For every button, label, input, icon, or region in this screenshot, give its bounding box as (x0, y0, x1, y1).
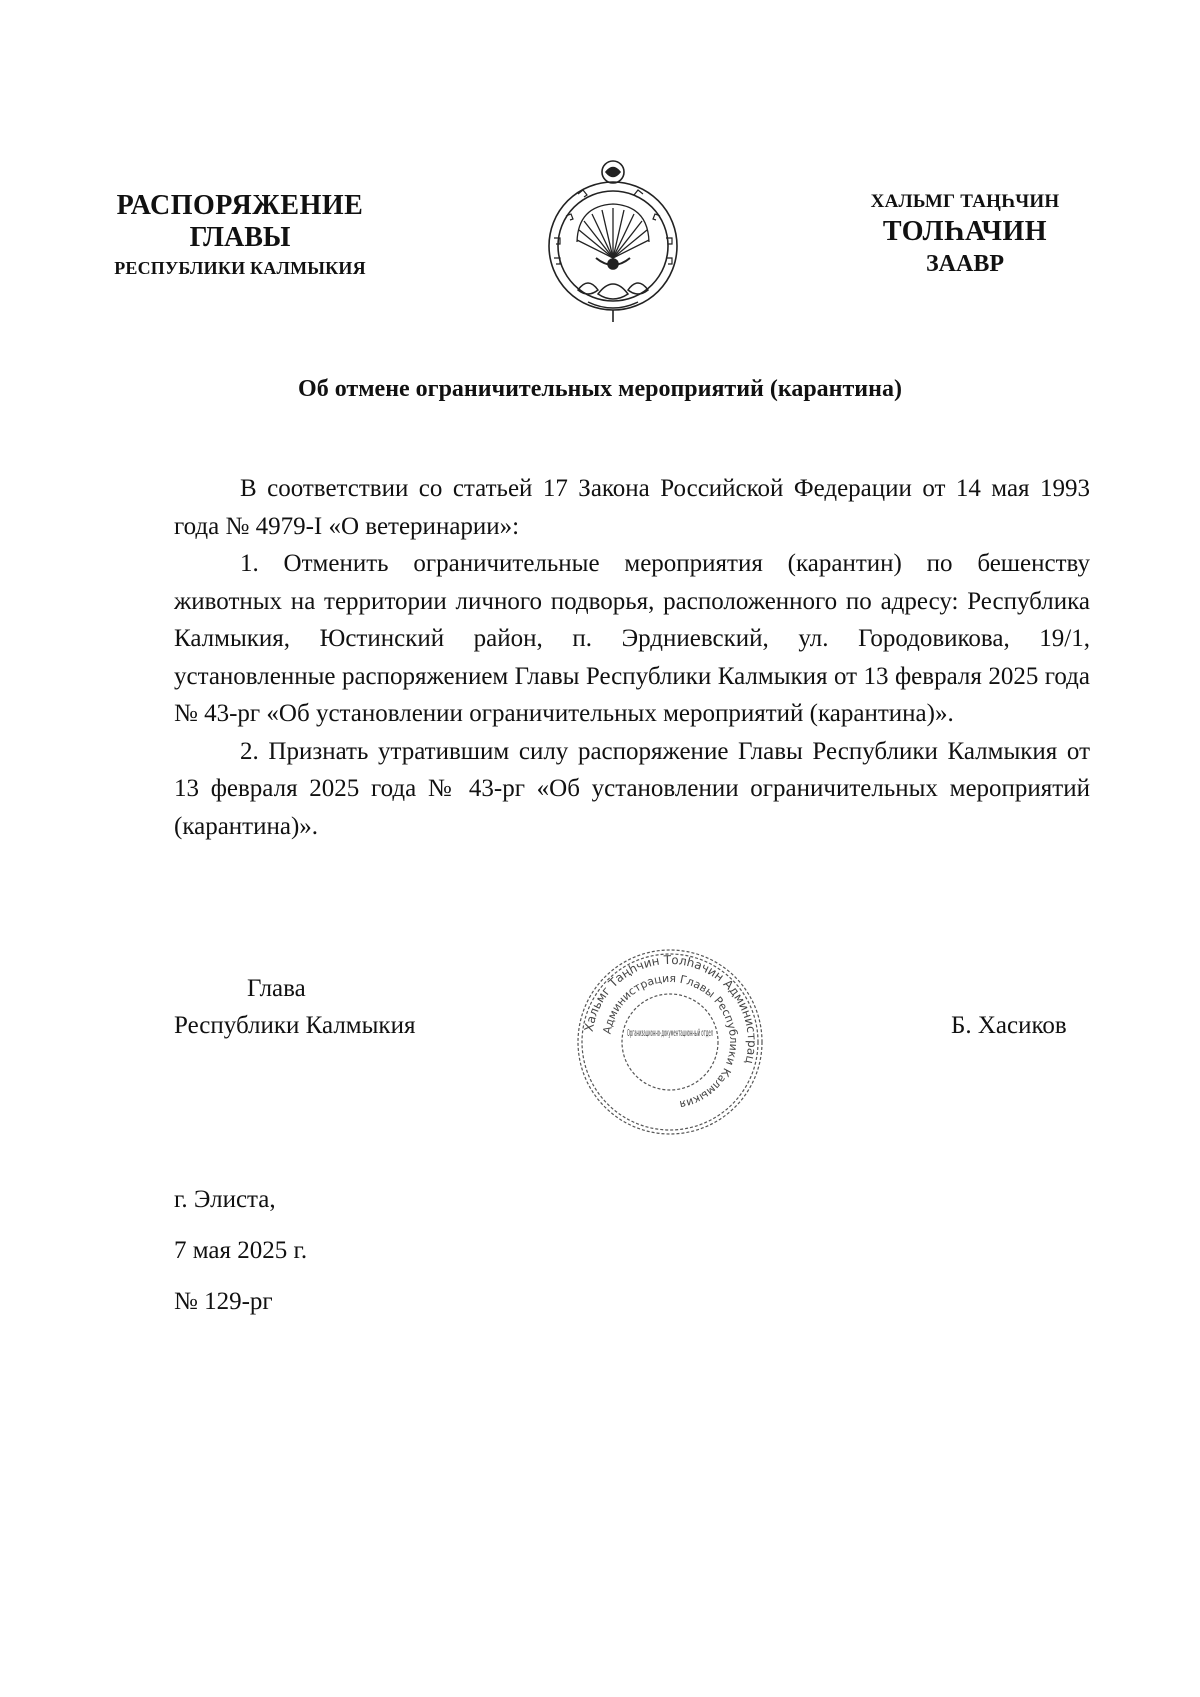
stamp-outer-text: Хальмг Таңһчин Толһачин Администрац (581, 952, 760, 1066)
issue-city: г. Элиста, (174, 1186, 276, 1213)
body-intro: В соответствии со статьей 17 Закона Российской Федерации от 14 мая 1993 года № 4979-I «О ветеринарии»: (174, 475, 1090, 540)
signatory-position: Глава (247, 975, 306, 1002)
stamp-center-text: Организационно-документационный отдел (627, 1028, 713, 1039)
issuer-block-russian (90, 190, 390, 282)
document-title: Об отмене ограничительных мероприятий (карантина) (298, 376, 902, 402)
official-stamp (570, 940, 770, 1145)
issuer-block-kalmyk (850, 188, 1080, 280)
document-number: № 129-рг (174, 1288, 273, 1315)
issue-date: 7 мая 2025 г. (174, 1237, 308, 1264)
issuer-kalmyk-line-3: ЗААВР (926, 251, 1004, 277)
signatory-organization: Республики Калмыкия (174, 1012, 416, 1039)
issuer-kalmyk-line-2: ТОЛҺАЧИН (882, 216, 1048, 247)
signatory-name: Б. Хасиков (951, 1012, 1067, 1039)
body-item-1: 1. Отменить ограничительные мероприятия (карантин) по бешенству животных на территории личного подворья, расположенного по адресу: Республика Калмыкия, Юстинский район, п. Эрдниевский, ул. Городовикова, 19/1, установленные распоряжением Главы Республики Калмыкия от 13 февраля 2025 года № 43-рг «Об установлении ограничительных мероприятий (карантина)». (174, 550, 1090, 727)
issuer-line-1: РАСПОРЯЖЕНИЕ (116, 190, 364, 221)
issuer-line-2: ГЛАВЫ (189, 222, 291, 253)
document-body (174, 470, 1090, 845)
issuer-kalmyk-line-1: ХАЛЬМГ ТАҢҺЧИН (870, 191, 1060, 212)
stamp-inner-text: Администрация Главы Республики Калмыкия (600, 971, 741, 1112)
body-item-2: 2. Признать утратившим силу распоряжение Главы Республики Калмыкия от 13 февраля 2025 года № 43-рг «Об установлении ограничительных мероприятий (карантина)». (174, 737, 1090, 840)
kalmykia-coat-of-arms-icon (538, 158, 688, 328)
issuer-line-3: РЕСПУБЛИКИ КАЛМЫКИЯ (114, 258, 366, 278)
